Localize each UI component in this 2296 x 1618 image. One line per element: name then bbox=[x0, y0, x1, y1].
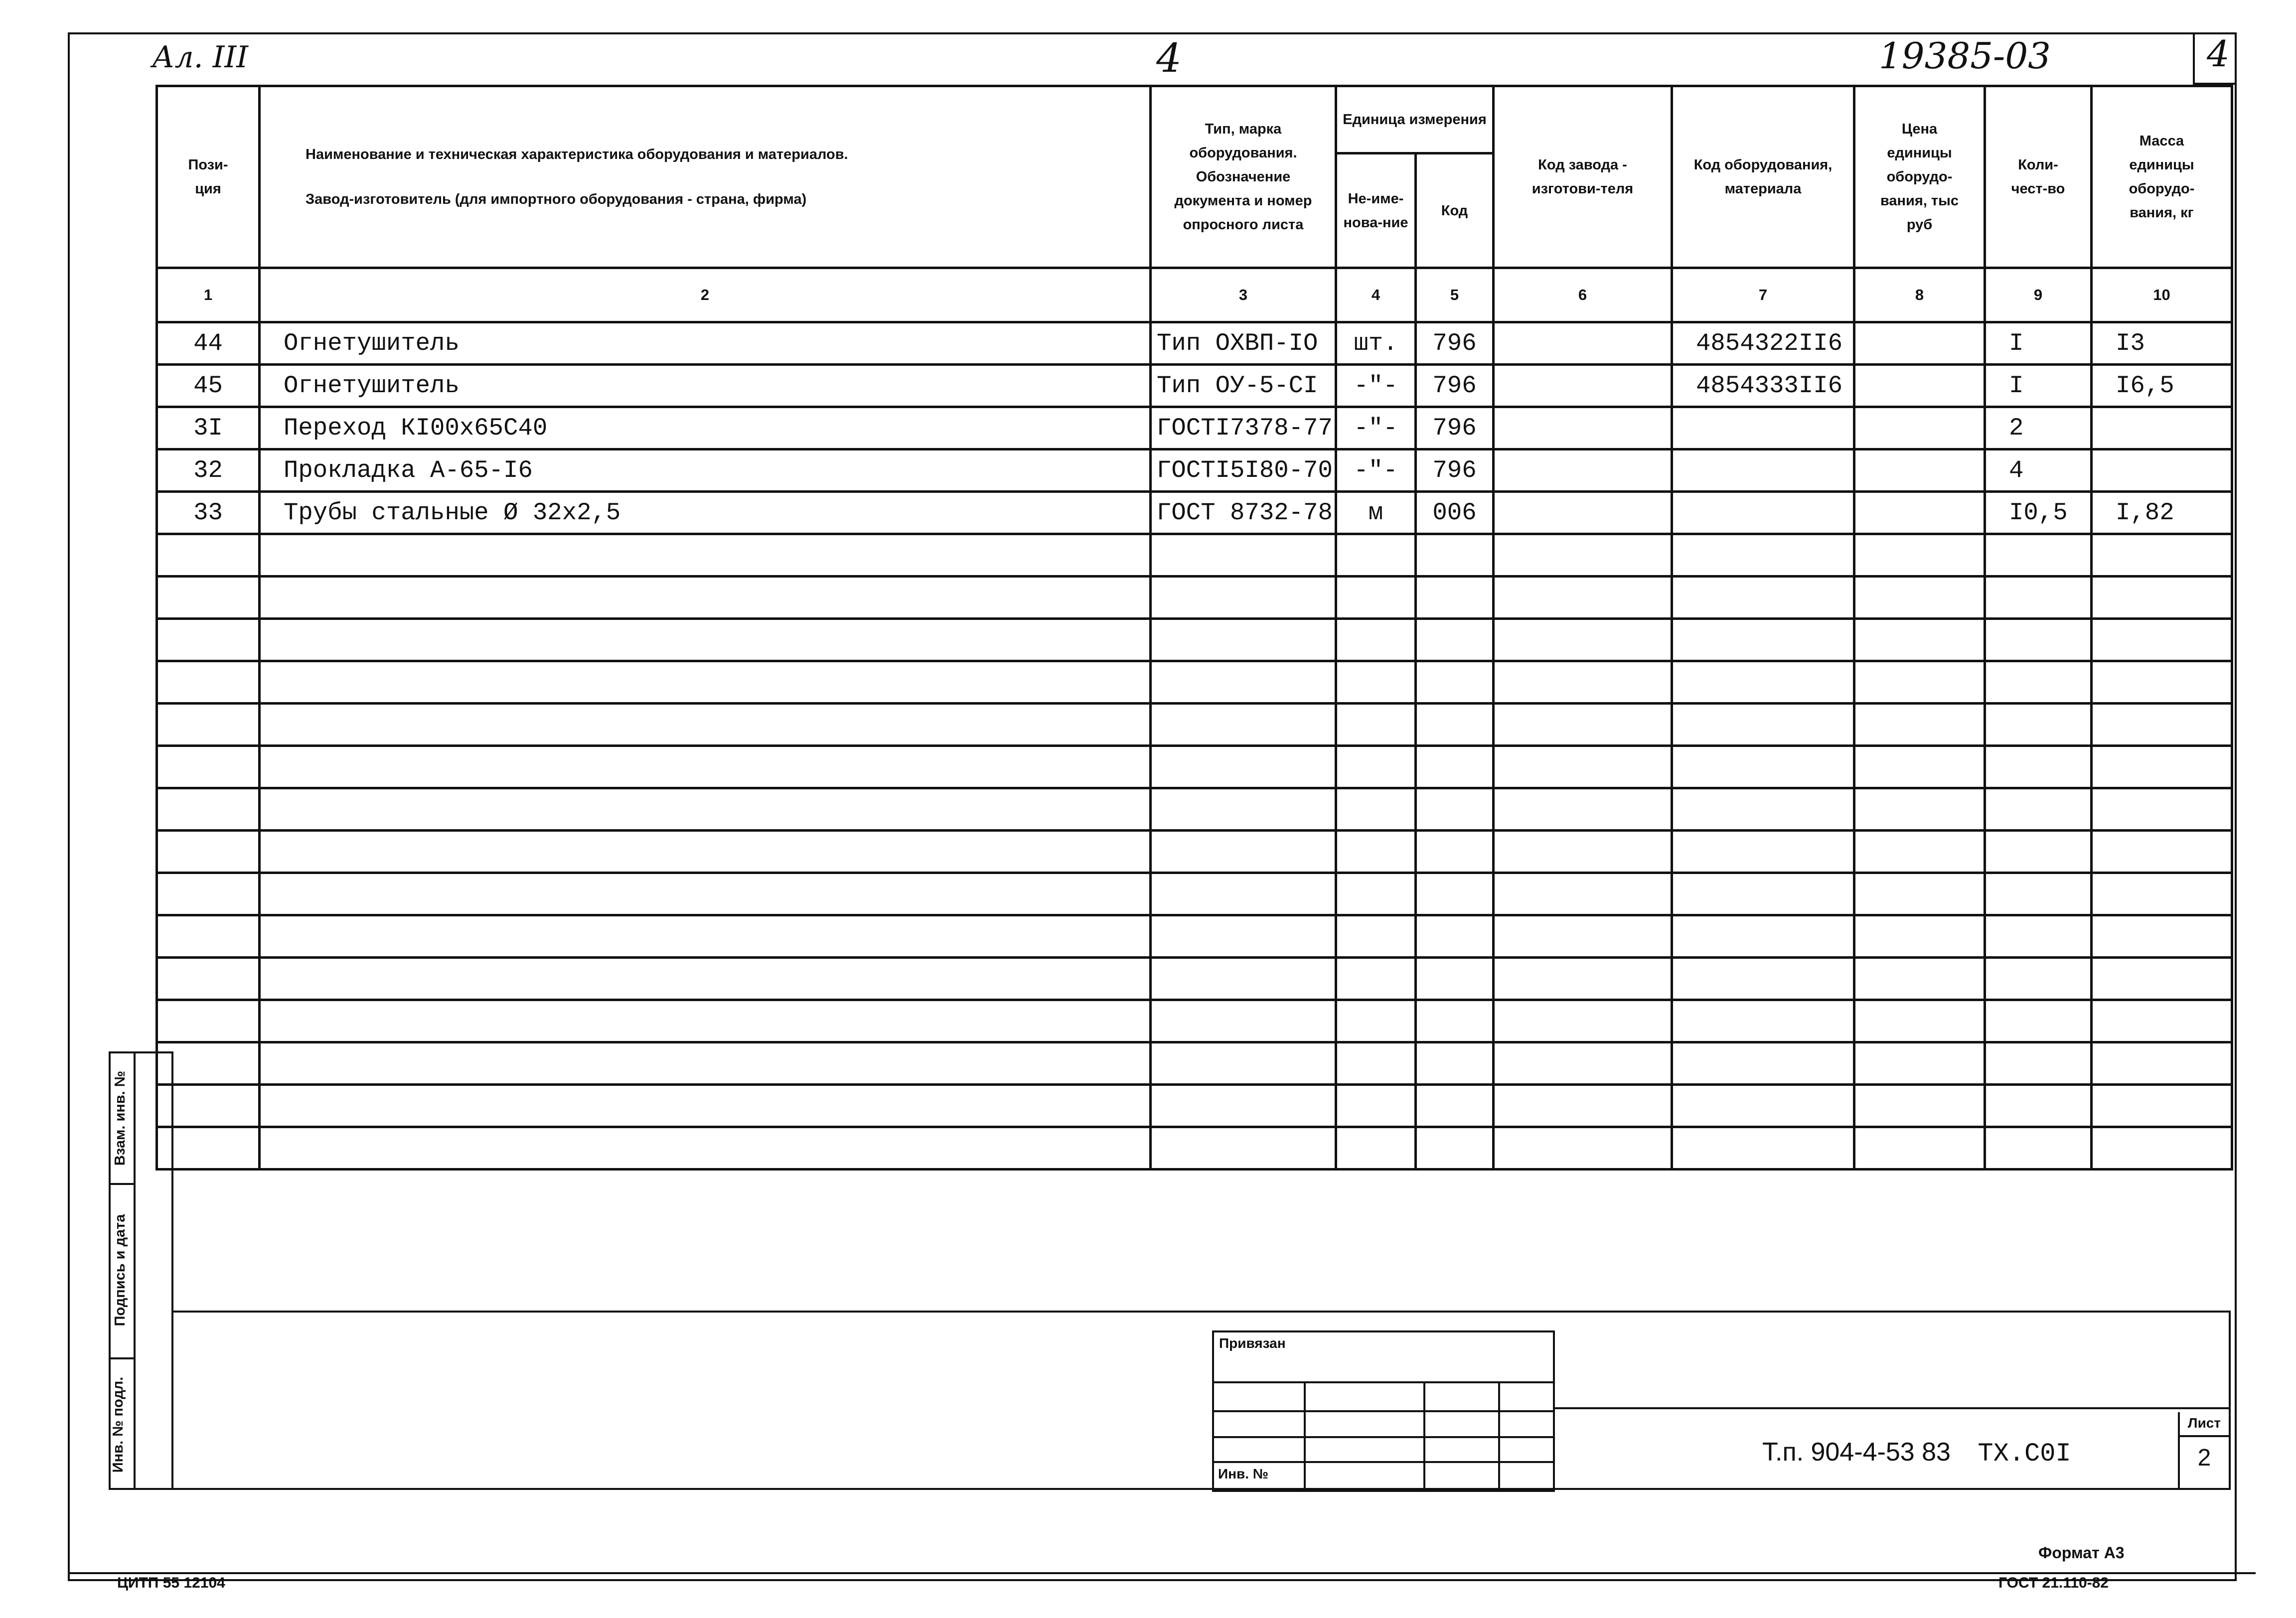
cell-quantity bbox=[1985, 534, 2092, 577]
cell-unit bbox=[1336, 1042, 1416, 1085]
cell-unit bbox=[1336, 1085, 1416, 1127]
cell-position bbox=[157, 788, 260, 831]
cell-type bbox=[1151, 577, 1336, 619]
frame-bottom-line bbox=[68, 1572, 2256, 1574]
cell-name bbox=[260, 1000, 1151, 1042]
cell-name: Прокладка А-65-I6 bbox=[260, 449, 1151, 492]
cell-price bbox=[1854, 704, 1985, 746]
cell-quantity bbox=[1985, 1042, 2092, 1085]
header-material-code: Код оборудования, материала bbox=[1672, 86, 1854, 268]
cell-price bbox=[1854, 534, 1985, 577]
corner-note: Ал. III bbox=[152, 40, 248, 75]
empty-row bbox=[157, 1000, 2232, 1042]
cell-position bbox=[157, 915, 260, 958]
cell-type: ГОСТI5I80-70 bbox=[1151, 449, 1336, 492]
cell-position bbox=[157, 1000, 260, 1042]
cell-name bbox=[260, 915, 1151, 958]
cell-material-code: 4854322II6 bbox=[1672, 322, 1854, 365]
sheet-value: 2 bbox=[2197, 1445, 2211, 1471]
side-stamp-divider bbox=[111, 1357, 134, 1359]
cell-name: Огнетушитель bbox=[260, 322, 1151, 365]
cell-unit bbox=[1336, 873, 1416, 915]
cell-material-code bbox=[1672, 449, 1854, 492]
cell-type bbox=[1151, 1000, 1336, 1042]
table-row bbox=[157, 365, 2232, 407]
cell-position bbox=[157, 831, 260, 873]
cell-material-code bbox=[1672, 873, 1854, 915]
cell-plant-code bbox=[1494, 1000, 1672, 1042]
cell-name bbox=[260, 577, 1151, 619]
cell-unit bbox=[1336, 958, 1416, 1000]
cell-material-code bbox=[1672, 788, 1854, 831]
cell-material-code bbox=[1672, 577, 1854, 619]
cell-price bbox=[1854, 788, 1985, 831]
bound-line bbox=[1214, 1381, 1553, 1383]
table-row bbox=[157, 492, 2232, 534]
cell-price bbox=[1854, 322, 1985, 365]
cell-plant-code bbox=[1494, 958, 1672, 1000]
header-mass: Масса единицы оборудо-вания, кг bbox=[2092, 86, 2232, 268]
side-label-signature: Подпись и дата bbox=[112, 1214, 128, 1326]
cell-unit-code bbox=[1416, 704, 1494, 746]
cell-material-code bbox=[1672, 492, 1854, 534]
table-row bbox=[157, 449, 2232, 492]
table-row bbox=[157, 322, 2232, 365]
cell-material-code bbox=[1672, 1000, 1854, 1042]
cell-quantity bbox=[1985, 915, 2092, 958]
cell-mass bbox=[2092, 449, 2232, 492]
cell-name bbox=[260, 831, 1151, 873]
cell-unit-code bbox=[1416, 915, 1494, 958]
cell-unit-code: 796 bbox=[1416, 322, 1494, 365]
cell-unit bbox=[1336, 704, 1416, 746]
bound-line bbox=[1214, 1410, 1553, 1412]
cell-mass bbox=[2092, 577, 2232, 619]
header-quantity: Коли-чест-во bbox=[1985, 86, 2092, 268]
bound-label: Привязан bbox=[1219, 1335, 1286, 1351]
specification-table bbox=[155, 85, 2233, 1171]
cell-plant-code bbox=[1494, 322, 1672, 365]
col-num: 1 bbox=[157, 268, 260, 322]
cell-quantity bbox=[1985, 873, 2092, 915]
cell-price bbox=[1854, 365, 1985, 407]
header-price: Цена единицы оборудо-вания, тыс руб bbox=[1854, 86, 1985, 268]
cell-unit: -"- bbox=[1336, 449, 1416, 492]
col-num: 3 bbox=[1151, 268, 1336, 322]
title-block bbox=[172, 1311, 2231, 1490]
designation-suffix: ТХ.С0I bbox=[1978, 1439, 2071, 1469]
cell-plant-code bbox=[1494, 619, 1672, 661]
cell-position bbox=[157, 704, 260, 746]
cell-unit: шт. bbox=[1336, 322, 1416, 365]
cell-position: 32 bbox=[157, 449, 260, 492]
header-unit-name: Не-име-нова-ние bbox=[1336, 153, 1416, 268]
cell-material-code bbox=[1672, 746, 1854, 788]
empty-row bbox=[157, 1127, 2232, 1170]
cell-mass: I6,5 bbox=[2092, 365, 2232, 407]
column-number-row bbox=[157, 268, 2232, 322]
cell-quantity: 2 bbox=[1985, 407, 2092, 449]
designation bbox=[1762, 1437, 2071, 1469]
table-row bbox=[157, 407, 2232, 449]
cell-unit-code bbox=[1416, 661, 1494, 704]
cell-unit bbox=[1336, 1127, 1416, 1170]
cell-unit-code bbox=[1416, 873, 1494, 915]
cell-unit-code bbox=[1416, 534, 1494, 577]
sheet-box bbox=[2178, 1412, 2229, 1490]
cell-mass bbox=[2092, 788, 2232, 831]
sheet-mark: 4 bbox=[1156, 35, 1182, 81]
page-number-top: 4 bbox=[2207, 33, 2230, 75]
empty-row bbox=[157, 915, 2232, 958]
cell-plant-code bbox=[1494, 577, 1672, 619]
cell-mass bbox=[2092, 958, 2232, 1000]
cell-quantity: I bbox=[1985, 365, 2092, 407]
cell-type: Тип ОУ-5-СI bbox=[1151, 365, 1336, 407]
side-label-replace: Взам. инв. № bbox=[112, 1070, 128, 1166]
empty-row bbox=[157, 704, 2232, 746]
empty-row bbox=[157, 746, 2232, 788]
cell-quantity bbox=[1985, 704, 2092, 746]
cell-type bbox=[1151, 619, 1336, 661]
cell-material-code bbox=[1672, 1042, 1854, 1085]
cell-position: 33 bbox=[157, 492, 260, 534]
cell-unit-code bbox=[1416, 1000, 1494, 1042]
cell-material-code bbox=[1672, 915, 1854, 958]
cell-material-code bbox=[1672, 831, 1854, 873]
cell-plant-code bbox=[1494, 1127, 1672, 1170]
cell-price bbox=[1854, 1000, 1985, 1042]
header-type: Тип, марка оборудования. Обозначение документа и номер опросного листа bbox=[1151, 86, 1336, 268]
side-label-inv: Инв. № подл. bbox=[110, 1376, 126, 1473]
bound-vline bbox=[1498, 1381, 1500, 1490]
empty-row bbox=[157, 661, 2232, 704]
empty-row bbox=[157, 958, 2232, 1000]
cell-mass bbox=[2092, 534, 2232, 577]
header-unit: Единица измерения bbox=[1336, 86, 1494, 153]
cell-price bbox=[1854, 915, 1985, 958]
cell-price bbox=[1854, 449, 1985, 492]
cell-plant-code bbox=[1494, 407, 1672, 449]
cell-plant-code bbox=[1494, 534, 1672, 577]
side-stamp-divider bbox=[134, 1053, 136, 1488]
cell-type bbox=[1151, 915, 1336, 958]
cell-unit bbox=[1336, 661, 1416, 704]
cell-type bbox=[1151, 661, 1336, 704]
cell-quantity bbox=[1985, 661, 2092, 704]
cell-position: 3I bbox=[157, 407, 260, 449]
cell-name bbox=[260, 661, 1151, 704]
cell-position bbox=[157, 534, 260, 577]
cell-unit bbox=[1336, 577, 1416, 619]
cell-position bbox=[157, 661, 260, 704]
cell-unit bbox=[1336, 1000, 1416, 1042]
cell-mass bbox=[2092, 873, 2232, 915]
empty-row bbox=[157, 831, 2232, 873]
header-name bbox=[260, 86, 1151, 268]
cell-unit bbox=[1336, 619, 1416, 661]
cell-plant-code bbox=[1494, 873, 1672, 915]
cell-type bbox=[1151, 788, 1336, 831]
footer-gost: ГОСТ 21.110-82 bbox=[1998, 1575, 2109, 1591]
bound-line bbox=[1214, 1461, 1553, 1463]
cell-unit-code: 796 bbox=[1416, 407, 1494, 449]
header-position: Пози- ция bbox=[157, 86, 260, 268]
cell-type bbox=[1151, 873, 1336, 915]
cell-plant-code bbox=[1494, 449, 1672, 492]
cell-price bbox=[1854, 746, 1985, 788]
empty-row bbox=[157, 1085, 2232, 1127]
cell-price bbox=[1854, 1042, 1985, 1085]
cell-quantity bbox=[1985, 1000, 2092, 1042]
cell-mass bbox=[2092, 407, 2232, 449]
cell-plant-code bbox=[1494, 661, 1672, 704]
cell-type: ГОСТ 8732-78 bbox=[1151, 492, 1336, 534]
cell-unit-code bbox=[1416, 831, 1494, 873]
cell-plant-code bbox=[1494, 1085, 1672, 1127]
cell-unit bbox=[1336, 831, 1416, 873]
cell-price bbox=[1854, 873, 1985, 915]
cell-name: Переход КI00х65С40 bbox=[260, 407, 1151, 449]
cell-unit-code bbox=[1416, 1127, 1494, 1170]
cell-name: Огнетушитель bbox=[260, 365, 1151, 407]
footer-code: ЦИТП 55 12104 bbox=[117, 1575, 225, 1591]
cell-type bbox=[1151, 831, 1336, 873]
empty-row bbox=[157, 534, 2232, 577]
cell-price bbox=[1854, 1085, 1985, 1127]
cell-mass bbox=[2092, 619, 2232, 661]
side-stamp bbox=[109, 1051, 173, 1490]
cell-quantity bbox=[1985, 746, 2092, 788]
designation-main: Т.п. 904-4-53 83 bbox=[1762, 1438, 1951, 1467]
cell-price bbox=[1854, 1127, 1985, 1170]
cell-name bbox=[260, 788, 1151, 831]
cell-price bbox=[1854, 619, 1985, 661]
cell-quantity bbox=[1985, 958, 2092, 1000]
cell-unit: м bbox=[1336, 492, 1416, 534]
col-num: 7 bbox=[1672, 268, 1854, 322]
cell-material-code bbox=[1672, 407, 1854, 449]
cell-price bbox=[1854, 492, 1985, 534]
cell-unit-code bbox=[1416, 1042, 1494, 1085]
header-plant-code: Код завода - изготови-теля bbox=[1494, 86, 1672, 268]
cell-unit: -"- bbox=[1336, 365, 1416, 407]
cell-quantity bbox=[1985, 831, 2092, 873]
cell-name bbox=[260, 704, 1151, 746]
cell-position bbox=[157, 577, 260, 619]
bound-box bbox=[1212, 1330, 1555, 1492]
cell-position bbox=[157, 619, 260, 661]
cell-unit-code bbox=[1416, 958, 1494, 1000]
cell-position: 45 bbox=[157, 365, 260, 407]
cell-type: Тип ОХВП-IО bbox=[1151, 322, 1336, 365]
cell-name: Трубы стальные Ø 32х2,5 bbox=[260, 492, 1151, 534]
cell-position bbox=[157, 746, 260, 788]
cell-name bbox=[260, 619, 1151, 661]
cell-mass bbox=[2092, 915, 2232, 958]
cell-mass: I,82 bbox=[2092, 492, 2232, 534]
cell-price bbox=[1854, 831, 1985, 873]
cell-quantity: I bbox=[1985, 322, 2092, 365]
bound-vline bbox=[1423, 1381, 1425, 1490]
cell-plant-code bbox=[1494, 365, 1672, 407]
cell-quantity bbox=[1985, 1127, 2092, 1170]
cell-name bbox=[260, 746, 1151, 788]
cell-mass: I3 bbox=[2092, 322, 2232, 365]
col-num: 9 bbox=[1985, 268, 2092, 322]
cell-type bbox=[1151, 958, 1336, 1000]
col-num: 8 bbox=[1854, 268, 1985, 322]
cell-mass bbox=[2092, 831, 2232, 873]
cell-position: 44 bbox=[157, 322, 260, 365]
cell-unit bbox=[1336, 746, 1416, 788]
cell-name bbox=[260, 534, 1151, 577]
cell-unit-code bbox=[1416, 788, 1494, 831]
cell-price bbox=[1854, 958, 1985, 1000]
document-number: 19385-03 bbox=[1879, 35, 2051, 77]
cell-unit-code bbox=[1416, 619, 1494, 661]
cell-quantity: I0,5 bbox=[1985, 492, 2092, 534]
cell-unit-code bbox=[1416, 746, 1494, 788]
cell-mass bbox=[2092, 1000, 2232, 1042]
cell-name bbox=[260, 958, 1151, 1000]
cell-type bbox=[1151, 746, 1336, 788]
cell-quantity bbox=[1985, 788, 2092, 831]
col-num: 6 bbox=[1494, 268, 1672, 322]
cell-plant-code bbox=[1494, 492, 1672, 534]
cell-mass bbox=[2092, 661, 2232, 704]
cell-plant-code bbox=[1494, 1042, 1672, 1085]
cell-plant-code bbox=[1494, 788, 1672, 831]
designation-divider bbox=[1555, 1407, 2229, 1409]
cell-plant-code bbox=[1494, 704, 1672, 746]
empty-row bbox=[157, 788, 2232, 831]
cell-material-code bbox=[1672, 534, 1854, 577]
header-unit-code: Код bbox=[1416, 153, 1494, 268]
empty-row bbox=[157, 619, 2232, 661]
cell-name bbox=[260, 1127, 1151, 1170]
cell-material-code bbox=[1672, 619, 1854, 661]
cell-name bbox=[260, 1042, 1151, 1085]
cell-type bbox=[1151, 1042, 1336, 1085]
cell-name bbox=[260, 873, 1151, 915]
bound-vline bbox=[1304, 1381, 1306, 1490]
header-name-line1: Наименование и техническая характеристика оборудования и материалов. bbox=[306, 147, 848, 162]
cell-plant-code bbox=[1494, 831, 1672, 873]
cell-type bbox=[1151, 1085, 1336, 1127]
cell-unit-code: 796 bbox=[1416, 365, 1494, 407]
cell-unit bbox=[1336, 915, 1416, 958]
cell-name bbox=[260, 1085, 1151, 1127]
cell-unit: -"- bbox=[1336, 407, 1416, 449]
empty-row bbox=[157, 1042, 2232, 1085]
cell-plant-code bbox=[1494, 915, 1672, 958]
cell-price bbox=[1854, 407, 1985, 449]
col-num: 2 bbox=[260, 268, 1151, 322]
cell-unit-code: 796 bbox=[1416, 449, 1494, 492]
cell-quantity bbox=[1985, 1085, 2092, 1127]
cell-material-code bbox=[1672, 958, 1854, 1000]
cell-price bbox=[1854, 661, 1985, 704]
cell-quantity bbox=[1985, 619, 2092, 661]
cell-material-code bbox=[1672, 1085, 1854, 1127]
header-name-line2: Завод-изготовитель (для импортного оборудования - страна, фирма) bbox=[306, 191, 807, 207]
cell-type: ГОСТI7378-77 bbox=[1151, 407, 1336, 449]
cell-price bbox=[1854, 577, 1985, 619]
cell-mass bbox=[2092, 1127, 2232, 1170]
cell-material-code bbox=[1672, 661, 1854, 704]
footer-format: Формат А3 bbox=[2038, 1544, 2125, 1562]
cell-unit bbox=[1336, 788, 1416, 831]
bound-line bbox=[1214, 1436, 1553, 1438]
cell-mass bbox=[2092, 1042, 2232, 1085]
sheet-label: Лист bbox=[2180, 1412, 2229, 1437]
cell-type bbox=[1151, 534, 1336, 577]
cell-plant-code bbox=[1494, 746, 1672, 788]
col-num: 5 bbox=[1416, 268, 1494, 322]
inv-label: Инв. № bbox=[1218, 1466, 1269, 1481]
cell-material-code bbox=[1672, 704, 1854, 746]
cell-material-code bbox=[1672, 1127, 1854, 1170]
header-row bbox=[157, 86, 2232, 153]
cell-mass bbox=[2092, 746, 2232, 788]
cell-unit-code bbox=[1416, 1085, 1494, 1127]
cell-unit-code bbox=[1416, 577, 1494, 619]
cell-mass bbox=[2092, 1085, 2232, 1127]
cell-quantity: 4 bbox=[1985, 449, 2092, 492]
empty-row bbox=[157, 577, 2232, 619]
cell-position bbox=[157, 958, 260, 1000]
cell-position bbox=[157, 873, 260, 915]
cell-unit bbox=[1336, 534, 1416, 577]
empty-row bbox=[157, 873, 2232, 915]
cell-type bbox=[1151, 704, 1336, 746]
col-num: 10 bbox=[2092, 268, 2232, 322]
cell-material-code: 4854333II6 bbox=[1672, 365, 1854, 407]
cell-quantity bbox=[1985, 577, 2092, 619]
cell-unit-code: 006 bbox=[1416, 492, 1494, 534]
col-num: 4 bbox=[1336, 268, 1416, 322]
cell-type bbox=[1151, 1127, 1336, 1170]
cell-mass bbox=[2092, 704, 2232, 746]
